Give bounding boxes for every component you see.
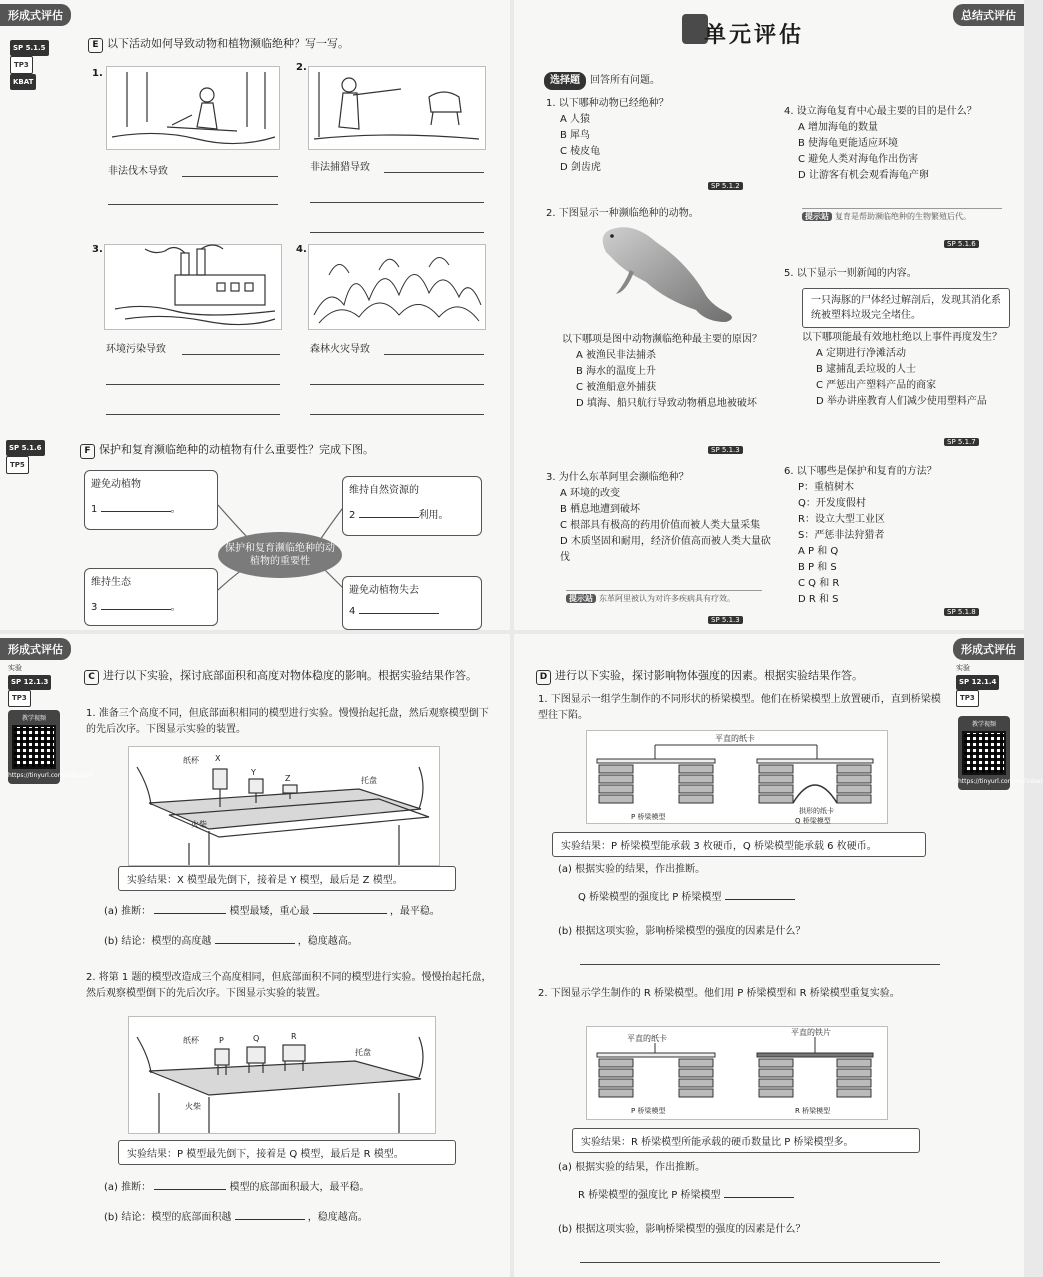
standard-ref: SP 5.1.3 — [708, 446, 743, 454]
option-d[interactable]: D 木质坚固和耐用，经济价值高而被人类大量砍伐 — [560, 536, 771, 563]
item-caption: 森林火灾导致 — [310, 344, 370, 355]
answer-blank[interactable] — [359, 613, 439, 614]
stability-setup-2 — [128, 1016, 436, 1134]
option-d[interactable]: D 填海、船只航行导致动物栖息地被破坏 — [576, 398, 757, 409]
importance-box-3: 维持生态 3 。 — [84, 568, 218, 626]
qr-code — [12, 725, 56, 769]
answer-blank[interactable] — [724, 1197, 794, 1198]
video-link[interactable]: https://tinyurl.com/4a7cstwr — [958, 778, 1043, 785]
result-box-1: 实验结果：X 模型最先倒下，接着是 Y 模型，最后是 Z 模型。 — [118, 866, 456, 891]
section-c-heading: C 进行以下实验，探讨底部面积和高度对物体稳度的影响。根据实验结果作答。 — [84, 668, 494, 685]
standard-ref: SP 5.1.8 — [944, 608, 979, 616]
item-number: 2. — [296, 62, 307, 73]
label-cup: 纸杯 — [183, 1036, 199, 1045]
importance-box-2: 维持自然资源的 2 利用。 — [342, 476, 482, 536]
option-a[interactable]: A P 和 Q — [798, 546, 839, 557]
label-arch-card: 拱形的纸卡 — [799, 807, 834, 815]
result-box-1: 实验结果：P 桥梁模型能承载 3 枚硬币，Q 桥梁模型能承载 6 枚硬币。 — [552, 832, 926, 857]
item-number: 3. — [92, 244, 103, 255]
page-tab: 形成式评估 — [953, 638, 1024, 660]
bridge-models-2 — [586, 1026, 888, 1120]
qr-code — [962, 731, 1006, 775]
option-c[interactable]: C 被渔船意外捕获 — [576, 382, 657, 393]
page-tab: 形成式评估 — [0, 638, 71, 660]
option-a[interactable]: A 环境的改变 — [560, 488, 621, 499]
option-a[interactable]: A 定期进行净滩活动 — [816, 348, 907, 359]
label-cup: 纸杯 — [183, 756, 199, 765]
page-title: 单元评估 — [704, 23, 805, 48]
question-2a: (a) 推断： 模型的底部面积最大，最平稳。 — [104, 1182, 370, 1193]
stability-setup-1 — [128, 746, 440, 866]
option-a[interactable]: A 人猿 — [560, 114, 591, 125]
label-r: R — [291, 1032, 297, 1041]
section-e-heading: E 以下活动如何导致动物和植物濒临绝种？写一写。 — [88, 36, 349, 53]
label-match: 火柴 — [191, 820, 207, 829]
option-b[interactable]: B 犀鸟 — [560, 130, 591, 141]
option-d[interactable]: D 举办讲座教育人们减少使用塑料产品 — [816, 396, 987, 407]
question-1a: (a) 根据实验的结果，作出推断。 — [558, 864, 706, 875]
question-6: 6. 以下哪些是保护和复育的方法？ P：重植树木 Q：开发度假村 R：设立大型工业区 S：严惩非法狩猎者 A P 和 Q B P 和 S C Q 和 R D R 和 S — [784, 464, 1008, 608]
label-bridge-p: P 桥梁模型 — [631, 813, 666, 821]
dugong-image — [586, 222, 742, 326]
news-box: 一只海豚的尸体经过解剖后，发现其消化系统被塑料垃圾完全堵住。 — [802, 288, 1010, 328]
item-number: 4. — [296, 244, 307, 255]
instruction: 选择题 回答所有问题。 — [544, 72, 660, 90]
answer-blank[interactable] — [101, 609, 171, 610]
option-c[interactable]: C 严惩出产塑料产品的商家 — [816, 380, 937, 391]
label-p: P — [219, 1036, 224, 1045]
standard-ref: SP 5.1.3 — [708, 616, 743, 624]
label-flat-card: 平直的纸卡 — [715, 734, 755, 743]
label-flat-metal: 平直的铁片 — [791, 1028, 831, 1037]
question-1-text: 1. 准备三个高度不同，但底部面积相同的模型进行实验。慢慢抬起托盘，然后观察模型倒下的先后次序。下图显示实验的装置。 — [86, 708, 489, 735]
question-1a-answer: Q 桥梁模型的强度比 P 桥梁模型 — [578, 890, 795, 906]
question-2a-answer: R 桥梁模型的强度比 P 桥梁模型 — [578, 1188, 794, 1204]
video-card[interactable]: 教学视频 https://tinyurl.com/4a7cstwr — [958, 716, 1010, 790]
option-d[interactable]: D 剑齿虎 — [560, 162, 601, 173]
section-f-heading: F 保护和复育濒临绝种的动植物有什么重要性？完成下图。 — [80, 442, 374, 459]
answer-blank[interactable] — [101, 511, 171, 512]
page-tab: 形成式评估 — [0, 4, 71, 26]
option-c[interactable]: C 根部具有极高的药用价值而被人类大量采集 — [560, 520, 761, 531]
answer-blank[interactable] — [154, 913, 226, 914]
standard-chips: 实验 SP 12.1.4 TP3 — [956, 662, 1002, 707]
label-tray: 托盘 — [355, 1048, 371, 1057]
question-2-text: 2. 下图显示学生制作的 R 桥梁模型。他们用 P 桥梁模型和 R 桥梁模型重复实验。 — [538, 988, 900, 999]
answer-blank[interactable] — [313, 913, 387, 914]
page-top-right — [514, 0, 1024, 630]
option-a[interactable]: A 增加海龟的数量 — [798, 122, 879, 133]
result-box-2: 实验结果：P 模型最先倒下，接着是 Q 模型，最后是 R 模型。 — [118, 1140, 456, 1165]
option-b[interactable]: B 海水的温度上升 — [576, 366, 657, 377]
option-d[interactable]: D R 和 S — [798, 594, 839, 605]
label-flat-card: 平直的纸卡 — [627, 1034, 667, 1043]
option-d[interactable]: D 让游客有机会观看海龟产卵 — [798, 170, 929, 181]
item-caption: 非法捕猎导致 — [310, 162, 370, 173]
answer-blank[interactable] — [154, 1189, 226, 1190]
standard-chips: 实验 SP 12.1.3 TP3 — [8, 662, 54, 707]
question-2b: (b) 根据这项实验，影响桥梁模型的强度的因素是什么？ — [558, 1224, 806, 1235]
answer-blank[interactable] — [725, 899, 795, 900]
question-5-stem: 5. 以下显示一则新闻的内容。 — [784, 268, 917, 279]
option-a[interactable]: A 被渔民非法捕杀 — [576, 350, 657, 361]
question-3: 3. 为什么东革阿里会濒临绝种？ A 环境的改变 B 栖息地遭到破坏 C 根部具有极高的药用价值而被人类大量采集 D 木质坚固和耐用，经济价值高而被人类大量砍伐 — [546, 470, 772, 566]
item-caption: 非法伐木导致 — [108, 166, 168, 177]
answer-line[interactable] — [580, 1262, 940, 1263]
importance-box-1: 避免动植物 1 。 — [84, 470, 218, 530]
video-card[interactable]: 教学视频 https://tinyurl.com/bddutty3 — [8, 710, 60, 784]
question-5: 以下哪项能最有效地杜绝以上事件再度发生？ A 定期进行净滩活动 B 逮捕乱丢垃圾的人士 C 严惩出产塑料产品的商家 D 举办讲座教育人们减少使用塑料产品 — [802, 330, 1008, 410]
question-2: 以下哪项是图中动物濒临绝种最主要的原因？ A 被渔民非法捕杀 B 海水的温度上升 C 被渔船意外捕获 D 填海、船只航行导致动物栖息地被破坏 — [562, 332, 772, 412]
page-top-left — [0, 0, 510, 630]
importance-box-4: 避免动植物失去 4 — [342, 576, 482, 630]
answer-blank[interactable] — [359, 517, 419, 518]
question-1a: (a) 推断： 模型最矮，重心最 ，最平稳。 — [104, 906, 440, 917]
option-b[interactable]: B 逮捕乱丢垃圾的人士 — [816, 364, 917, 375]
question-2-stem: 2. 下图显示一种濒临绝种的动物。 — [546, 208, 699, 219]
item-number: 1. — [92, 68, 103, 79]
answer-blank[interactable] — [215, 943, 295, 944]
question-1-text: 1. 下图显示一组学生制作的不同形状的桥梁模型。他们在桥梁模型上放置硬币，直到桥梁模型往下陷。 — [538, 694, 941, 721]
answer-line[interactable] — [580, 964, 940, 965]
standard-ref: SP 5.1.6 — [944, 240, 979, 248]
standard-ref: SP 5.1.2 — [708, 182, 743, 190]
label-bridge-r: R 桥梁模型 — [795, 1107, 831, 1115]
item-caption: 环境污染导致 — [106, 344, 166, 355]
bridge-models-1 — [586, 730, 888, 824]
video-link[interactable]: https://tinyurl.com/bddutty3 — [8, 772, 93, 779]
mind-map-center: 保护和复育濒临绝种的动植物的重要性 — [218, 532, 342, 578]
label-y: Y — [251, 768, 256, 777]
question-2-text: 2. 将第 1 题的模型改造成三个高度相同，但底部面积不同的模型进行实验。慢慢抬起托盘，然后观察模型倒下的先后次序。下图显示实验的装置。 — [86, 972, 492, 999]
page-bottom-left — [0, 634, 510, 1277]
option-c[interactable]: C 避免人类对海龟作出伤害 — [798, 154, 919, 165]
option-c[interactable]: C Q 和 R — [798, 578, 840, 589]
question-2a: (a) 根据实验的结果，作出推断。 — [558, 1162, 706, 1173]
page-bottom-right — [514, 634, 1043, 1277]
option-b[interactable]: B 栖息地遭到破坏 — [560, 504, 641, 515]
hint-box: 提示站 复育是帮助濒临绝种的生物繁殖后代。 — [802, 208, 1002, 222]
label-match: 火柴 — [185, 1102, 201, 1111]
question-1b: (b) 结论：模型的高度越 ，稳度越高。 — [104, 936, 358, 947]
question-1: 1. 以下哪种动物已经绝种？ A 人猿 B 犀鸟 C 棱皮龟 D 剑齿虎 — [546, 96, 766, 176]
question-1b: (b) 根据这项实验，影响桥梁模型的强度的因素是什么？ — [558, 926, 806, 937]
page-tab: 总结式评估 — [953, 4, 1024, 26]
label-bridge-q: Q 桥梁模型 — [795, 817, 831, 825]
label-q: Q — [253, 1034, 260, 1043]
label-x: X — [215, 754, 221, 763]
option-b[interactable]: B 使海龟更能适应环境 — [798, 138, 899, 149]
standard-chips: SP 5.1.6 TP5 — [6, 440, 48, 474]
answer-blank[interactable] — [235, 1219, 305, 1220]
standard-ref: SP 5.1.7 — [944, 438, 979, 446]
label-tray: 托盘 — [361, 776, 377, 785]
label-bridge-p: P 桥梁模型 — [631, 1107, 666, 1115]
label-z: Z — [285, 774, 291, 783]
hint-box: 提示站 东革阿里被认为对许多疾病具有疗效。 — [566, 590, 762, 604]
standard-chips: SP 5.1.5 TP3 KBAT — [10, 40, 52, 90]
question-4: 4. 设立海龟复育中心最主要的目的是什么？ A 增加海龟的数量 B 使海龟更能适应环境 C 避免人类对海龟作出伤害 D 让游客有机会观看海龟产卵 — [784, 104, 1008, 184]
option-c[interactable]: C 棱皮龟 — [560, 146, 601, 157]
section-d-heading: D 进行以下实验，探讨影响物体强度的因素。根据实验结果作答。 — [536, 668, 946, 685]
question-2b: (b) 结论：模型的底部面积越 ，稳度越高。 — [104, 1212, 368, 1223]
result-box-2: 实验结果：R 桥梁模型所能承载的硬币数量比 P 桥梁模型多。 — [572, 1128, 920, 1153]
option-b[interactable]: B P 和 S — [798, 562, 837, 573]
